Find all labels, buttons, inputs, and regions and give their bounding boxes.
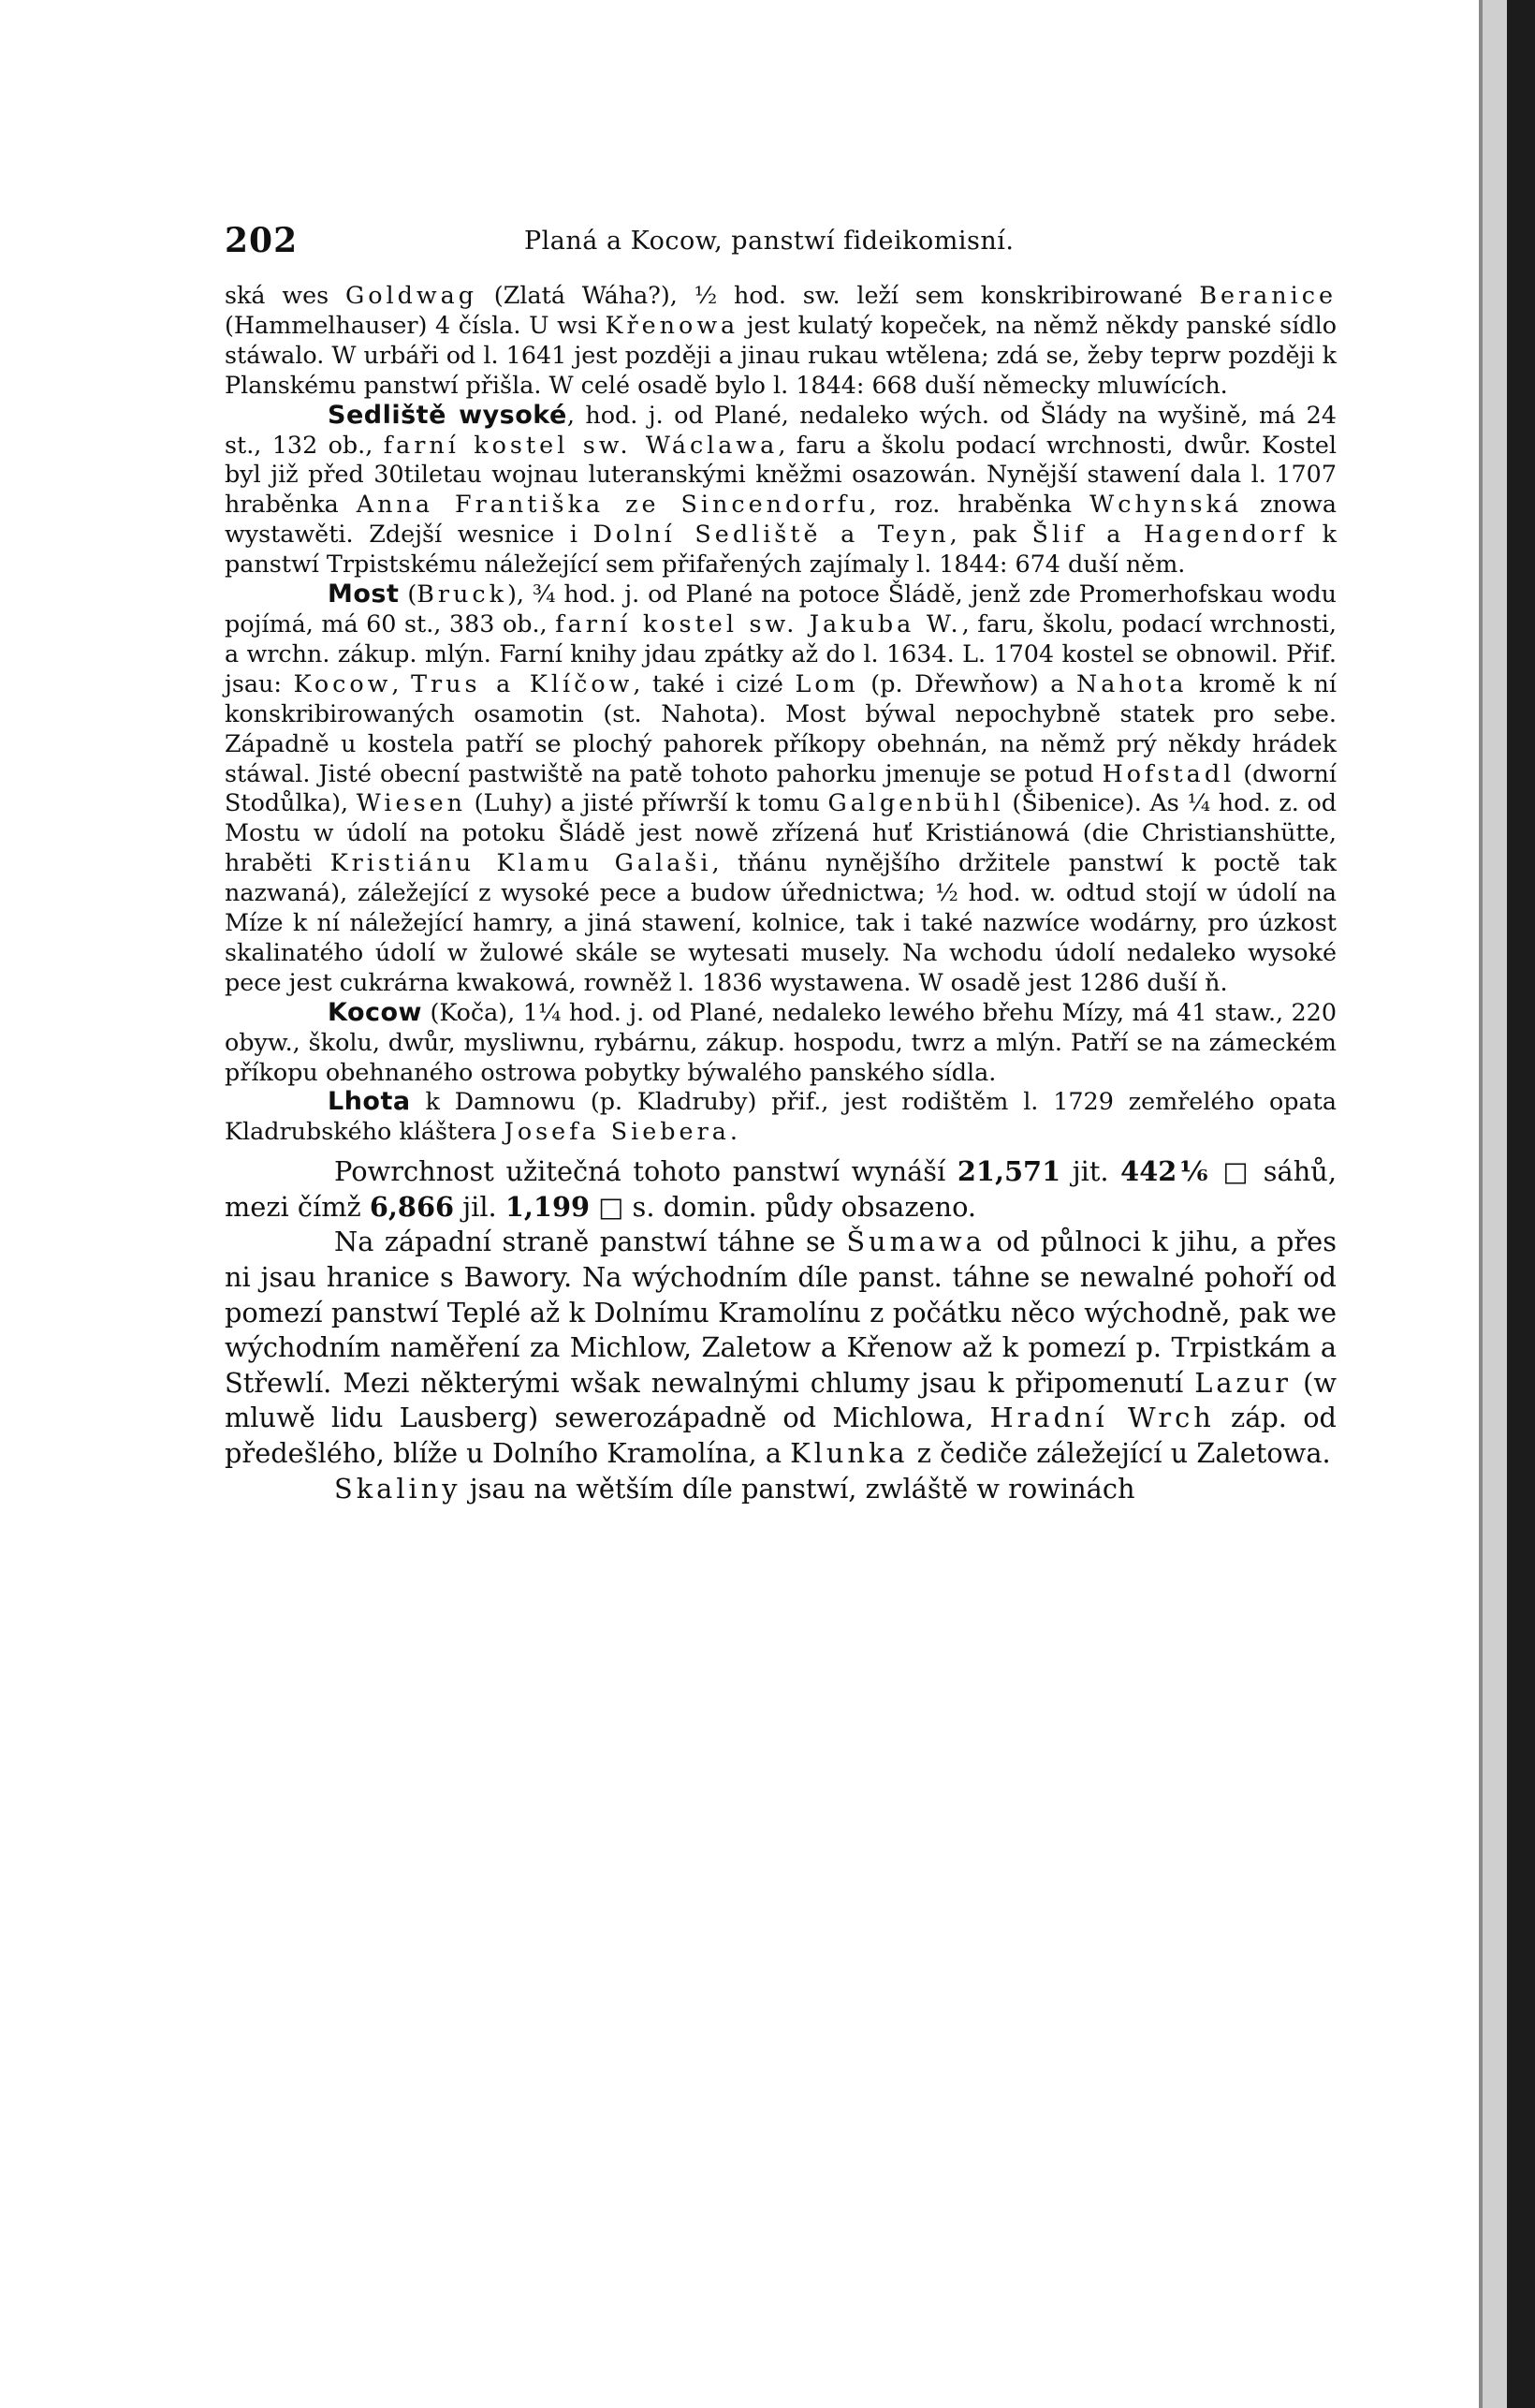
text-run: 442⅙ [1120,1155,1211,1188]
text-run: 21,571 [957,1155,1061,1188]
text-run: , pak [949,520,1032,549]
text-run: (Zlatá Wáha?), ½ hod. sw. leží sem konskribirowané [477,281,1200,309]
spaced-term: Anna Františka ze Sincendorfu [356,490,870,519]
spaced-term: farní kostel sw. Jakuba W. [555,609,962,638]
spaced-term: Wchynská [1089,490,1243,519]
text-run: k Damnowu (p. Kladruby) přif., jest rodištěm l. 1729 zemřelého opata Kladrubského kláštera [225,1087,1337,1146]
text-run: , také i cizé [633,668,796,697]
spaced-term: Hradní Wrch [989,1402,1215,1434]
text-run: , faru a školu podací wrchnosti, dwůr. Kostel byl již před 30tiletau wojnau luteranskými kněžmi osazowán. Nynější stawení dala l. 1707 hraběnka [225,430,1337,519]
page-edge-dark [1507,0,1535,2408]
spaced-term: farní kostel sw. Wáclawa [383,430,779,459]
text-run: (Šibenice). As ¼ hod. z. od Mostu w údolí na potoku Šládě jest nowě zřízená huť Kristiánowá (die Christianshütte, hraběti [225,788,1337,877]
spaced-term: Skaliny [334,1472,461,1505]
paragraph [225,998,1337,1088]
spaced-term: Trus a Klíčow [411,668,634,697]
text-run: (Hammelhauser) 4 čísla. U wsi [225,310,606,339]
text-run: (Luhy) a jisté příwrší k tomu [465,788,828,817]
spaced-term: Lom [795,668,859,697]
running-title: Planá a Kocow, panstwí fideikomisní. [524,227,1015,256]
spaced-term: Hofstadl [1102,758,1235,787]
text-run: , tňánu nynějšího držitele panstwí k poctě tak nazwaná), záležející z wysoké pece a budow úřednictwa; ½ hod. w. odtud stojí w údolí na Míze k ní náležející hamry, a jiná stawení, kolnice, tak i také nazwíce wodárny, pro úzkost skalinatého údolí w žulowé skále se wytesati musely. Na wchodu údolí nedaleko wysoké pece jest cukrárna kwakowá, rowněž l. 1836 wystawena. W osadě jest 1286 duší ň. [225,848,1337,996]
paragraph [225,1472,1337,1507]
text-run: , faru, školu, podací wrchnosti, a wrchn. zákup. mlýn. Farní knihy jdau zpátky až do l. 1634. L. 1704 kostel se obnowil. Přif. jsau: [225,609,1337,697]
spaced-term: Goldwag [344,281,478,309]
spaced-term: Dolní Sedliště a Teyn [592,520,950,549]
page-number: 202 [225,221,299,260]
spaced-term: Kocow [293,668,392,697]
text-run: 1,199 [504,1190,591,1223]
text-run: (w mluwě lidu Lausberg) sewerozápadně od Michlowa, [225,1366,1337,1434]
spaced-term: Křenowa [605,310,739,339]
text-run: ská wes [225,281,345,309]
text-run: Powrchnost užitečná tohoto panstwí wynáší [334,1155,958,1188]
paragraph [225,281,1337,401]
spaced-term: Nahota [1076,668,1188,697]
paragraph [225,1087,1337,1147]
paragraph [225,401,1337,580]
entry-headword: Lhota [328,1087,411,1117]
text-run: , [391,668,412,697]
text-run: (p. Dřewňow) a [858,668,1077,697]
spaced-term: Beranice [1199,281,1337,309]
text-run: Na západní straně panstwí táhne se [334,1226,847,1258]
text-run: záp. od předešlého, blíže u Dolního Kramolína, a [225,1402,1337,1470]
spaced-term: Josefa Siebera [504,1117,730,1146]
text-run: z čediče záležející u Zaletowa. [908,1437,1331,1470]
text-run: , hod. j. od Plané, nedaleko wých. od Šlády na wyšině, má 24 st., 132 ob., [225,400,1337,459]
text-run: jest kulatý kopeček, na němž někdy panské sídlo stáwalo. W urbáři od l. 1641 jest později a jinau rukau wtělena; zdá se, žeby teprw později k Planskému panstwí přišla. W celé osadě bylo l. 1844: 668 duší německy mluwících. [225,310,1337,399]
text-run: (Koča), 1¼ hod. j. od Plané, nedaleko lewého břehu Mízy, má 41 staw., 220 obyw., školu, dwůr, mysliwnu, rybárnu, zákup. hospodu, twrz a mlýn. Patří se na zámeckém příkopu obehnaného ostrowa pobytky býwalého panského sídla. [225,997,1337,1086]
spaced-term: Kristiánu Klamu Galaši [329,848,712,877]
text-run: □ sáhů, mezi čímž [225,1155,1337,1223]
text-run: ), ¾ hod. j. od Plané na potoce Šládě, jenž zde Promerhofskau wodu pojímá, má 60 st., 383 ob., [225,580,1337,638]
text-run: jit. [1060,1155,1121,1188]
entry-headword: Sedliště wysoké [328,400,567,430]
spaced-term: Šlif a Hagendorf [1031,520,1307,549]
text-run: . [729,1117,738,1146]
text-run: k panstwí Trpistskému náležející sem přifařených zajímaly l. 1844: 674 duší něm. [225,520,1337,579]
entry-headword: Most [328,580,400,609]
text-run: □ s. domin. půdy obsazeno. [590,1190,977,1223]
spaced-term: Wiesen [356,788,466,817]
paragraph [225,1225,1337,1471]
text-run: 6,866 [369,1190,455,1223]
text-run: znowa wystawěti. Zdejší wesnice i [225,490,1337,549]
paragraph [225,580,1337,998]
text-run: jsau na wětším díle panstwí, zwláště w rowinách [460,1472,1135,1505]
spaced-term: Bruck [417,580,507,609]
entry-headword: Kocow [328,997,422,1027]
text-run: ( [399,580,417,609]
page-edge-gray [1483,0,1507,2408]
text-run: jil. [454,1190,505,1223]
spaced-term: Lazur [1194,1366,1293,1399]
body-text [225,281,1337,1506]
text-run: (dworní Stodůlka), [225,758,1337,817]
text-run: kromě k ní konskribirowaných osamotin (st. Nahota). Most býwal nepochybně statek pro sebe. Západně u kostela patří se plochý pahorek příkopy obehnán, na němž prý někdy hrádek stáwal. Jisté obecní pastwiště na patě tohoto pahorku jmenuje se potud [225,668,1337,787]
page-header [225,221,1329,258]
spaced-term: Galgenbühl [827,788,1004,817]
spaced-term: Klunka [790,1437,909,1470]
paragraph [225,1154,1337,1225]
spaced-term: Šumawa [846,1226,986,1258]
text-run: , roz. hraběnka [869,490,1090,519]
text-run: od půlnoci k jihu, a přes ni jsau hranice s Bawory. Na wýchodním díle panst. táhne se newalné pohoří od pomezí panstwí Teplé až k Dolnímu Kramolínu z počátku něco wýchodně, pak we wýchodním naměření za Michlow, Zaletow a Křenow až k pomezí p. Trpistkám a Střewlí. Mezi některými wšak newalnými chlumy jsau k připomenutí [225,1226,1337,1399]
